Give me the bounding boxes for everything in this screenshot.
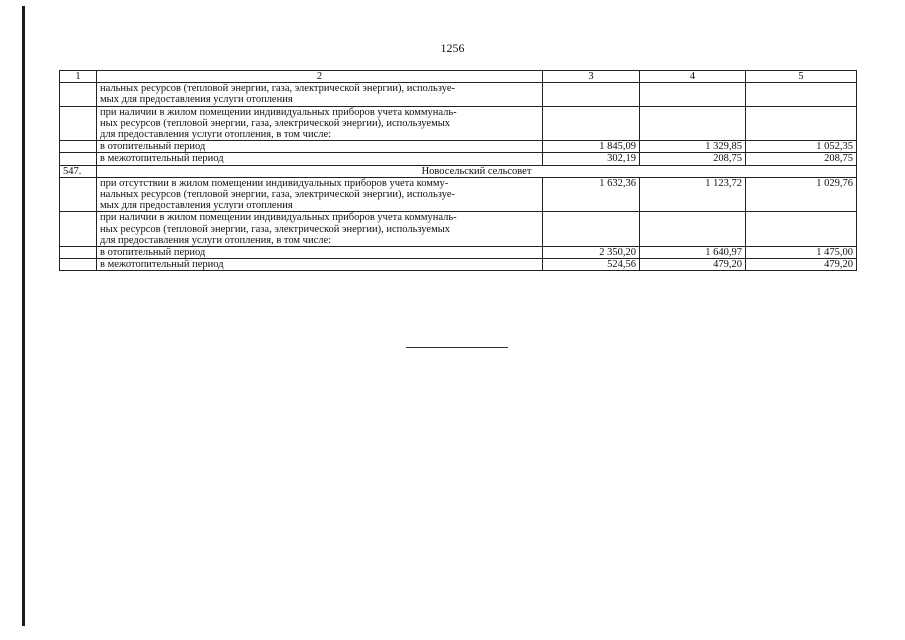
value-col-3: 1 845,09 — [543, 141, 640, 153]
value-col-4: 1 640,97 — [640, 247, 746, 259]
header-col-1: 1 — [60, 71, 97, 83]
row-description: нальных ресурсов (тепловой энергии, газа, электрической энергии), используе- мых для предоставления услуги отопления — [97, 83, 543, 106]
table-row — [60, 83, 857, 106]
row-label: в межотопительный период — [97, 259, 543, 271]
table-row — [60, 141, 857, 153]
value-col-4: 208,75 — [640, 153, 746, 165]
row-label: в отопительный период — [97, 247, 543, 259]
value-col-4: 1 329,85 — [640, 141, 746, 153]
row-description: при наличии в жилом помещении индивидуальных приборов учета коммуналь- ных ресурсов (тепловой энергии, газа, электрической энергии), используемых для предоставления услуги отопления, в том числе: — [97, 106, 543, 141]
page-number: 1256 — [440, 41, 465, 55]
section-number: 547. — [60, 165, 97, 177]
value-col-3: 2 350,20 — [543, 247, 640, 259]
value-col-5: 1 052,35 — [746, 141, 857, 153]
table-row — [60, 106, 857, 141]
row-description: при наличии в жилом помещении индивидуальных приборов учета коммуналь- ных ресурсов (тепловой энергии, газа, электрической энергии), используемых для предоставления услуги отопления, в том числе: — [97, 212, 543, 247]
value-col-5: 1 029,76 — [746, 177, 857, 212]
header-col-3: 3 — [543, 71, 640, 83]
row-label: в межотопительный период — [97, 153, 543, 165]
value-col-5: 479,20 — [746, 259, 857, 271]
table-row — [60, 177, 857, 212]
value-col-4: 1 123,72 — [640, 177, 746, 212]
table-row — [60, 259, 857, 271]
section-title: Новосельский сельсовет — [97, 165, 857, 177]
header-col-4: 4 — [640, 71, 746, 83]
binding-margin-line — [22, 6, 25, 626]
value-col-3: 1 632,36 — [543, 177, 640, 212]
value-col-3: 302,19 — [543, 153, 640, 165]
row-description: при отсутствии в жилом помещении индивидуальных приборов учета комму- нальных ресурсов (тепловой энергии, газа, электрической энергии), используе- мых для предоставления услуги отопления — [97, 177, 543, 212]
end-of-document-rule — [406, 347, 508, 348]
table-row — [60, 212, 857, 247]
tariff-table — [59, 70, 857, 271]
value-col-3: 524,56 — [543, 259, 640, 271]
header-col-2: 2 — [97, 71, 543, 83]
table-row — [60, 247, 857, 259]
row-label: в отопительный период — [97, 141, 543, 153]
header-col-5: 5 — [746, 71, 857, 83]
value-col-4: 479,20 — [640, 259, 746, 271]
table-row — [60, 153, 857, 165]
value-col-5: 1 475,00 — [746, 247, 857, 259]
section-row — [60, 165, 857, 177]
value-col-5: 208,75 — [746, 153, 857, 165]
table-header-row — [60, 71, 857, 83]
